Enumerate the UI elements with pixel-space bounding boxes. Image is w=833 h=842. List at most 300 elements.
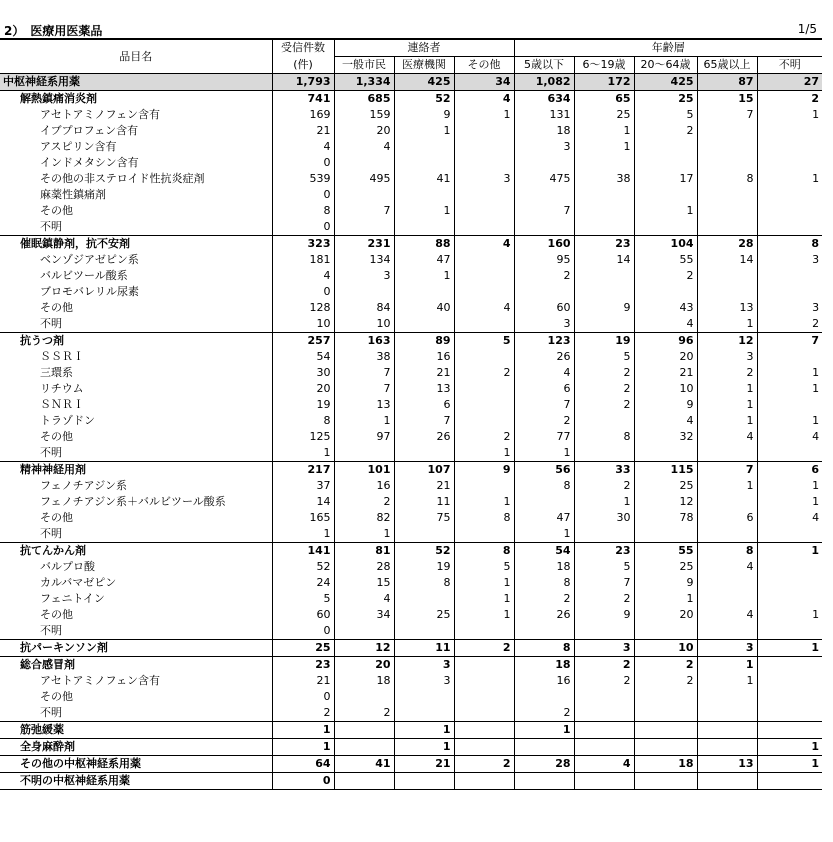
cell-value: 16	[514, 673, 574, 689]
contact-medical-header: 医療機関	[394, 57, 454, 74]
cell-value: 134	[334, 252, 394, 268]
sub-item-name: バルプロ酸	[40, 560, 95, 573]
cell-value: 6	[394, 397, 454, 413]
cell-value: 1	[454, 445, 514, 462]
cell-value: 1	[757, 543, 822, 560]
cell-value	[454, 705, 514, 722]
cell-value: 141	[272, 543, 334, 560]
cell-value	[697, 705, 757, 722]
cell-value: 5	[454, 559, 514, 575]
cell-value: 4	[334, 139, 394, 155]
cell-value: 1	[454, 575, 514, 591]
cell-value: 1	[697, 397, 757, 413]
cell-value: 160	[514, 236, 574, 253]
sub-item-name: イブプロフェン含有	[40, 124, 139, 137]
cell-value	[697, 139, 757, 155]
cell-value	[574, 526, 634, 543]
cell-value	[454, 722, 514, 739]
cell-value	[757, 203, 822, 219]
cell-value	[454, 123, 514, 139]
cell-value: 2	[634, 657, 697, 674]
cell-value: 1	[514, 722, 574, 739]
table-row	[0, 171, 822, 187]
contact-other-header: その他	[454, 57, 514, 74]
cell-value: 1	[757, 640, 822, 657]
cell-value	[454, 773, 514, 790]
cell-value	[394, 445, 454, 462]
cell-value	[757, 591, 822, 607]
cell-value: 7	[514, 203, 574, 219]
sub-item-name: フェニトイン	[40, 592, 105, 605]
cell-value	[574, 739, 634, 756]
cell-value	[454, 203, 514, 219]
cell-value	[394, 187, 454, 203]
cell-value: 60	[272, 607, 334, 623]
cell-value	[334, 284, 394, 300]
cell-value: 13	[697, 756, 757, 773]
cell-value: 1	[394, 123, 454, 139]
cell-value	[394, 705, 454, 722]
cell-value: 8	[454, 510, 514, 526]
cell-value	[514, 689, 574, 705]
cell-value: 13	[334, 397, 394, 413]
sub-item-name: その他	[40, 204, 73, 217]
cell-value: 425	[634, 74, 697, 91]
sub-item-name: ブロモバレリル尿素	[40, 285, 139, 298]
cell-value	[454, 155, 514, 171]
cell-value	[454, 139, 514, 155]
table-row	[0, 284, 822, 300]
cell-value: 7	[757, 333, 822, 350]
cell-value	[334, 219, 394, 236]
cell-value: 2	[334, 705, 394, 722]
cell-value: 2	[574, 673, 634, 689]
cell-value	[394, 219, 454, 236]
cell-value: 14	[272, 494, 334, 510]
cell-value: 1	[334, 526, 394, 543]
cell-value	[757, 284, 822, 300]
table-row	[0, 333, 822, 350]
cell-value: 5	[634, 107, 697, 123]
cell-value: 52	[394, 91, 454, 108]
cell-value: 4	[697, 429, 757, 445]
cell-value: 25	[574, 107, 634, 123]
table-row	[0, 236, 822, 253]
cell-value: 2	[514, 591, 574, 607]
table-row	[0, 252, 822, 268]
cell-value	[697, 284, 757, 300]
cell-value: 1	[757, 171, 822, 187]
cell-value	[757, 575, 822, 591]
cell-value: 3	[697, 349, 757, 365]
cell-value: 1	[757, 756, 822, 773]
cell-value	[514, 187, 574, 203]
cell-value	[574, 705, 634, 722]
table-row	[0, 510, 822, 526]
table-row	[0, 187, 822, 203]
cell-value	[454, 316, 514, 333]
cell-value	[757, 526, 822, 543]
table-row	[0, 607, 822, 623]
cell-value: 60	[514, 300, 574, 316]
cell-value: 2	[454, 365, 514, 381]
cell-value: 25	[634, 559, 697, 575]
cell-value: 9	[394, 107, 454, 123]
cell-value: 9	[454, 462, 514, 479]
category-name: 全身麻酔剤	[0, 739, 272, 756]
cell-value: 34	[334, 607, 394, 623]
sub-item-name: バルビツール酸系	[40, 269, 128, 282]
cell-value	[454, 284, 514, 300]
cell-value	[697, 739, 757, 756]
cell-value	[574, 268, 634, 284]
cell-value: 1	[757, 607, 822, 623]
cell-value: 26	[394, 429, 454, 445]
table-row	[0, 445, 822, 462]
cell-value: 323	[272, 236, 334, 253]
cell-value: 4	[454, 236, 514, 253]
cell-value: 8	[514, 640, 574, 657]
cell-value: 0	[272, 155, 334, 171]
sub-item-name: リチウム	[40, 382, 84, 395]
sub-item-name: アセトアミノフェン含有	[40, 674, 161, 687]
cell-value: 2	[454, 756, 514, 773]
received-count-header: 受信件数	[272, 39, 334, 57]
cell-value: 1	[697, 673, 757, 689]
cell-value: 14	[574, 252, 634, 268]
cell-value: 3	[757, 252, 822, 268]
cell-value	[454, 381, 514, 397]
cell-value: 1,082	[514, 74, 574, 91]
cell-value: 1	[454, 607, 514, 623]
cell-value	[634, 284, 697, 300]
cell-value: 23	[574, 236, 634, 253]
sub-item-name: トラゾドン	[40, 414, 95, 427]
cell-value: 3	[514, 316, 574, 333]
cell-value: 1	[757, 413, 822, 429]
cell-value	[454, 739, 514, 756]
cell-value	[514, 155, 574, 171]
cell-value: 2	[574, 365, 634, 381]
cell-value	[757, 187, 822, 203]
age-65plus-header: 65歳以上	[697, 57, 757, 74]
cell-value: 20	[334, 123, 394, 139]
cell-value: 19	[394, 559, 454, 575]
table-row	[0, 429, 822, 445]
category-name: 抗てんかん剤	[0, 543, 272, 560]
cell-value	[574, 773, 634, 790]
cell-value	[334, 722, 394, 739]
cell-value: 2	[634, 268, 697, 284]
cell-value: 84	[334, 300, 394, 316]
cell-value: 2	[634, 123, 697, 139]
cell-value: 1	[757, 365, 822, 381]
cell-value: 6	[514, 381, 574, 397]
sub-item-name: 不明	[40, 706, 62, 719]
cell-value: 3	[574, 640, 634, 657]
cell-value	[697, 722, 757, 739]
category-name: 不明の中枢神経系用薬	[0, 773, 272, 790]
cell-value: 1	[454, 494, 514, 510]
cell-value	[574, 689, 634, 705]
table-row	[0, 219, 822, 236]
sub-item-name: その他	[40, 511, 73, 524]
cell-value: 2	[697, 365, 757, 381]
cell-value: 1	[272, 722, 334, 739]
cell-value	[454, 219, 514, 236]
cell-value	[634, 139, 697, 155]
cell-value: 5	[454, 333, 514, 350]
category-name: 抗うつ剤	[0, 333, 272, 350]
cell-value: 7	[334, 365, 394, 381]
cell-value: 1	[394, 203, 454, 219]
cell-value: 25	[634, 91, 697, 108]
cell-value: 23	[272, 657, 334, 674]
cell-value: 16	[334, 478, 394, 494]
cell-value	[454, 397, 514, 413]
cell-value	[757, 139, 822, 155]
cell-value	[334, 739, 394, 756]
cell-value: 18	[514, 123, 574, 139]
cell-value: 2	[514, 705, 574, 722]
cell-value: 104	[634, 236, 697, 253]
cell-value	[697, 155, 757, 171]
cell-value: 2	[574, 381, 634, 397]
cell-value: 1	[757, 739, 822, 756]
cell-value: 25	[272, 640, 334, 657]
cell-value: 475	[514, 171, 574, 187]
cell-value	[697, 219, 757, 236]
cell-value: 0	[272, 187, 334, 203]
cell-value	[757, 559, 822, 575]
cell-value: 1	[697, 478, 757, 494]
cell-value: 7	[514, 397, 574, 413]
cell-value	[574, 284, 634, 300]
table-row	[0, 575, 822, 591]
table-row	[0, 722, 822, 739]
cell-value: 159	[334, 107, 394, 123]
cell-value: 2	[514, 413, 574, 429]
cell-value: 685	[334, 91, 394, 108]
sub-item-name: アスピリン含有	[40, 140, 117, 153]
sub-item-name: カルバマゼピン	[40, 576, 117, 589]
cell-value: 3	[394, 657, 454, 674]
cell-value: 13	[394, 381, 454, 397]
cell-value	[334, 187, 394, 203]
cell-value: 12	[334, 640, 394, 657]
cell-value	[574, 219, 634, 236]
cell-value: 8	[394, 575, 454, 591]
cell-value: 55	[634, 252, 697, 268]
cell-value	[757, 155, 822, 171]
cell-value: 7	[394, 413, 454, 429]
cell-value	[697, 591, 757, 607]
cell-value: 26	[514, 607, 574, 623]
sub-item-name: フェノチアジン系	[40, 479, 127, 492]
cell-value: 3	[757, 300, 822, 316]
cell-value: 2	[334, 494, 394, 510]
cell-value: 172	[574, 74, 634, 91]
cell-value	[334, 155, 394, 171]
cell-value: 5	[574, 349, 634, 365]
category-name: その他の中枢神経系用薬	[0, 756, 272, 773]
cell-value: 56	[514, 462, 574, 479]
cell-value: 7	[334, 381, 394, 397]
cell-value	[697, 773, 757, 790]
sub-item-name: フェノチアジン系＋バルビツール酸系	[40, 495, 226, 508]
cell-value: 495	[334, 171, 394, 187]
cell-value: 1	[514, 445, 574, 462]
cell-value: 3	[454, 171, 514, 187]
cell-value: 8	[697, 543, 757, 560]
cell-value	[697, 445, 757, 462]
cell-value	[394, 623, 454, 640]
cell-value	[394, 689, 454, 705]
age-group-header: 年齢層	[514, 39, 822, 57]
cell-value: 20	[272, 381, 334, 397]
category-name: 精神神経用剤	[0, 462, 272, 479]
category-name: 中枢神経系用薬	[0, 74, 272, 91]
cell-value: 41	[334, 756, 394, 773]
table-row	[0, 739, 822, 756]
cell-value: 9	[574, 607, 634, 623]
cell-value: 37	[272, 478, 334, 494]
cell-value: 27	[757, 74, 822, 91]
cell-value: 2	[757, 91, 822, 108]
cell-value: 7	[697, 462, 757, 479]
cell-value: 1,334	[334, 74, 394, 91]
sub-item-name: ベンゾジアゼピン系	[40, 253, 139, 266]
cell-value	[574, 722, 634, 739]
cell-value: 32	[634, 429, 697, 445]
cell-value: 14	[697, 252, 757, 268]
cell-value: 81	[334, 543, 394, 560]
cell-value: 5	[272, 591, 334, 607]
cell-value: 8	[454, 543, 514, 560]
cell-value	[634, 705, 697, 722]
cell-value: 4	[697, 559, 757, 575]
sub-item-name: 麻薬性鎮痛剤	[40, 188, 106, 201]
cell-value: 28	[334, 559, 394, 575]
sub-item-name: 不明	[40, 220, 62, 233]
cell-value: 181	[272, 252, 334, 268]
cell-value: 34	[454, 74, 514, 91]
cell-value	[757, 722, 822, 739]
cell-value: 4	[272, 268, 334, 284]
cell-value: 89	[394, 333, 454, 350]
cell-value: 21	[272, 123, 334, 139]
cell-value: 10	[272, 316, 334, 333]
sub-item-name: その他	[40, 690, 73, 703]
cell-value: 97	[334, 429, 394, 445]
cell-value: 539	[272, 171, 334, 187]
cell-value: 87	[697, 74, 757, 91]
cell-value: 101	[334, 462, 394, 479]
cell-value: 2	[272, 705, 334, 722]
sub-item-name: その他	[40, 430, 73, 443]
cell-value: 165	[272, 510, 334, 526]
cell-value: 115	[634, 462, 697, 479]
contact-group-header: 連絡者	[334, 39, 514, 57]
cell-value: 21	[394, 756, 454, 773]
table-row	[0, 705, 822, 722]
cell-value: 96	[634, 333, 697, 350]
cell-value	[634, 722, 697, 739]
cell-value	[394, 316, 454, 333]
cell-value: 107	[394, 462, 454, 479]
cell-value: 8	[514, 575, 574, 591]
cell-value	[514, 284, 574, 300]
cell-value	[634, 689, 697, 705]
cell-value: 10	[634, 640, 697, 657]
category-name: 解熱鎮痛消炎剤	[0, 91, 272, 108]
cell-value: 65	[574, 91, 634, 108]
cell-value: 52	[394, 543, 454, 560]
item-name-header: 品目名	[0, 39, 272, 74]
cell-value: 123	[514, 333, 574, 350]
cell-value: 10	[634, 381, 697, 397]
cell-value: 1	[697, 413, 757, 429]
table-row	[0, 756, 822, 773]
sub-item-name: ＳＳＲＩ	[40, 350, 84, 363]
cell-value: 7	[697, 107, 757, 123]
section-title: 2） 医療用医薬品	[4, 24, 103, 38]
cell-value: 741	[272, 91, 334, 108]
cell-value: 1	[272, 739, 334, 756]
cell-value: 15	[697, 91, 757, 108]
cell-value: 21	[272, 673, 334, 689]
cell-value: 17	[634, 171, 697, 187]
cell-value	[334, 623, 394, 640]
table-row	[0, 478, 822, 494]
table-row	[0, 155, 822, 171]
category-name: 筋弛緩薬	[0, 722, 272, 739]
cell-value: 54	[272, 349, 334, 365]
cell-value: 20	[634, 349, 697, 365]
cell-value: 64	[272, 756, 334, 773]
cell-value: 24	[272, 575, 334, 591]
table-row	[0, 623, 822, 640]
cell-value	[574, 187, 634, 203]
received-unit-header: (件)	[272, 57, 334, 74]
cell-value: 12	[634, 494, 697, 510]
cell-value: 163	[334, 333, 394, 350]
age-unknown-header: 不明	[757, 57, 822, 74]
cell-value: 33	[574, 462, 634, 479]
cell-value	[394, 526, 454, 543]
table-row	[0, 494, 822, 510]
cell-value	[697, 575, 757, 591]
cell-value	[757, 773, 822, 790]
cell-value: 18	[634, 756, 697, 773]
cell-value: 55	[634, 543, 697, 560]
cell-value: 47	[514, 510, 574, 526]
cell-value	[697, 268, 757, 284]
cell-value: 1	[454, 107, 514, 123]
cell-value: 18	[334, 673, 394, 689]
cell-value: 1	[697, 316, 757, 333]
table-row	[0, 689, 822, 705]
table-row	[0, 397, 822, 413]
sub-item-name: その他の非ステロイド性抗炎症剤	[40, 172, 205, 185]
table-row	[0, 139, 822, 155]
cell-value: 10	[334, 316, 394, 333]
cell-value: 2	[514, 268, 574, 284]
sub-item-name: 不明	[40, 527, 62, 540]
cell-value: 41	[394, 171, 454, 187]
table-row	[0, 381, 822, 397]
cell-value	[394, 284, 454, 300]
